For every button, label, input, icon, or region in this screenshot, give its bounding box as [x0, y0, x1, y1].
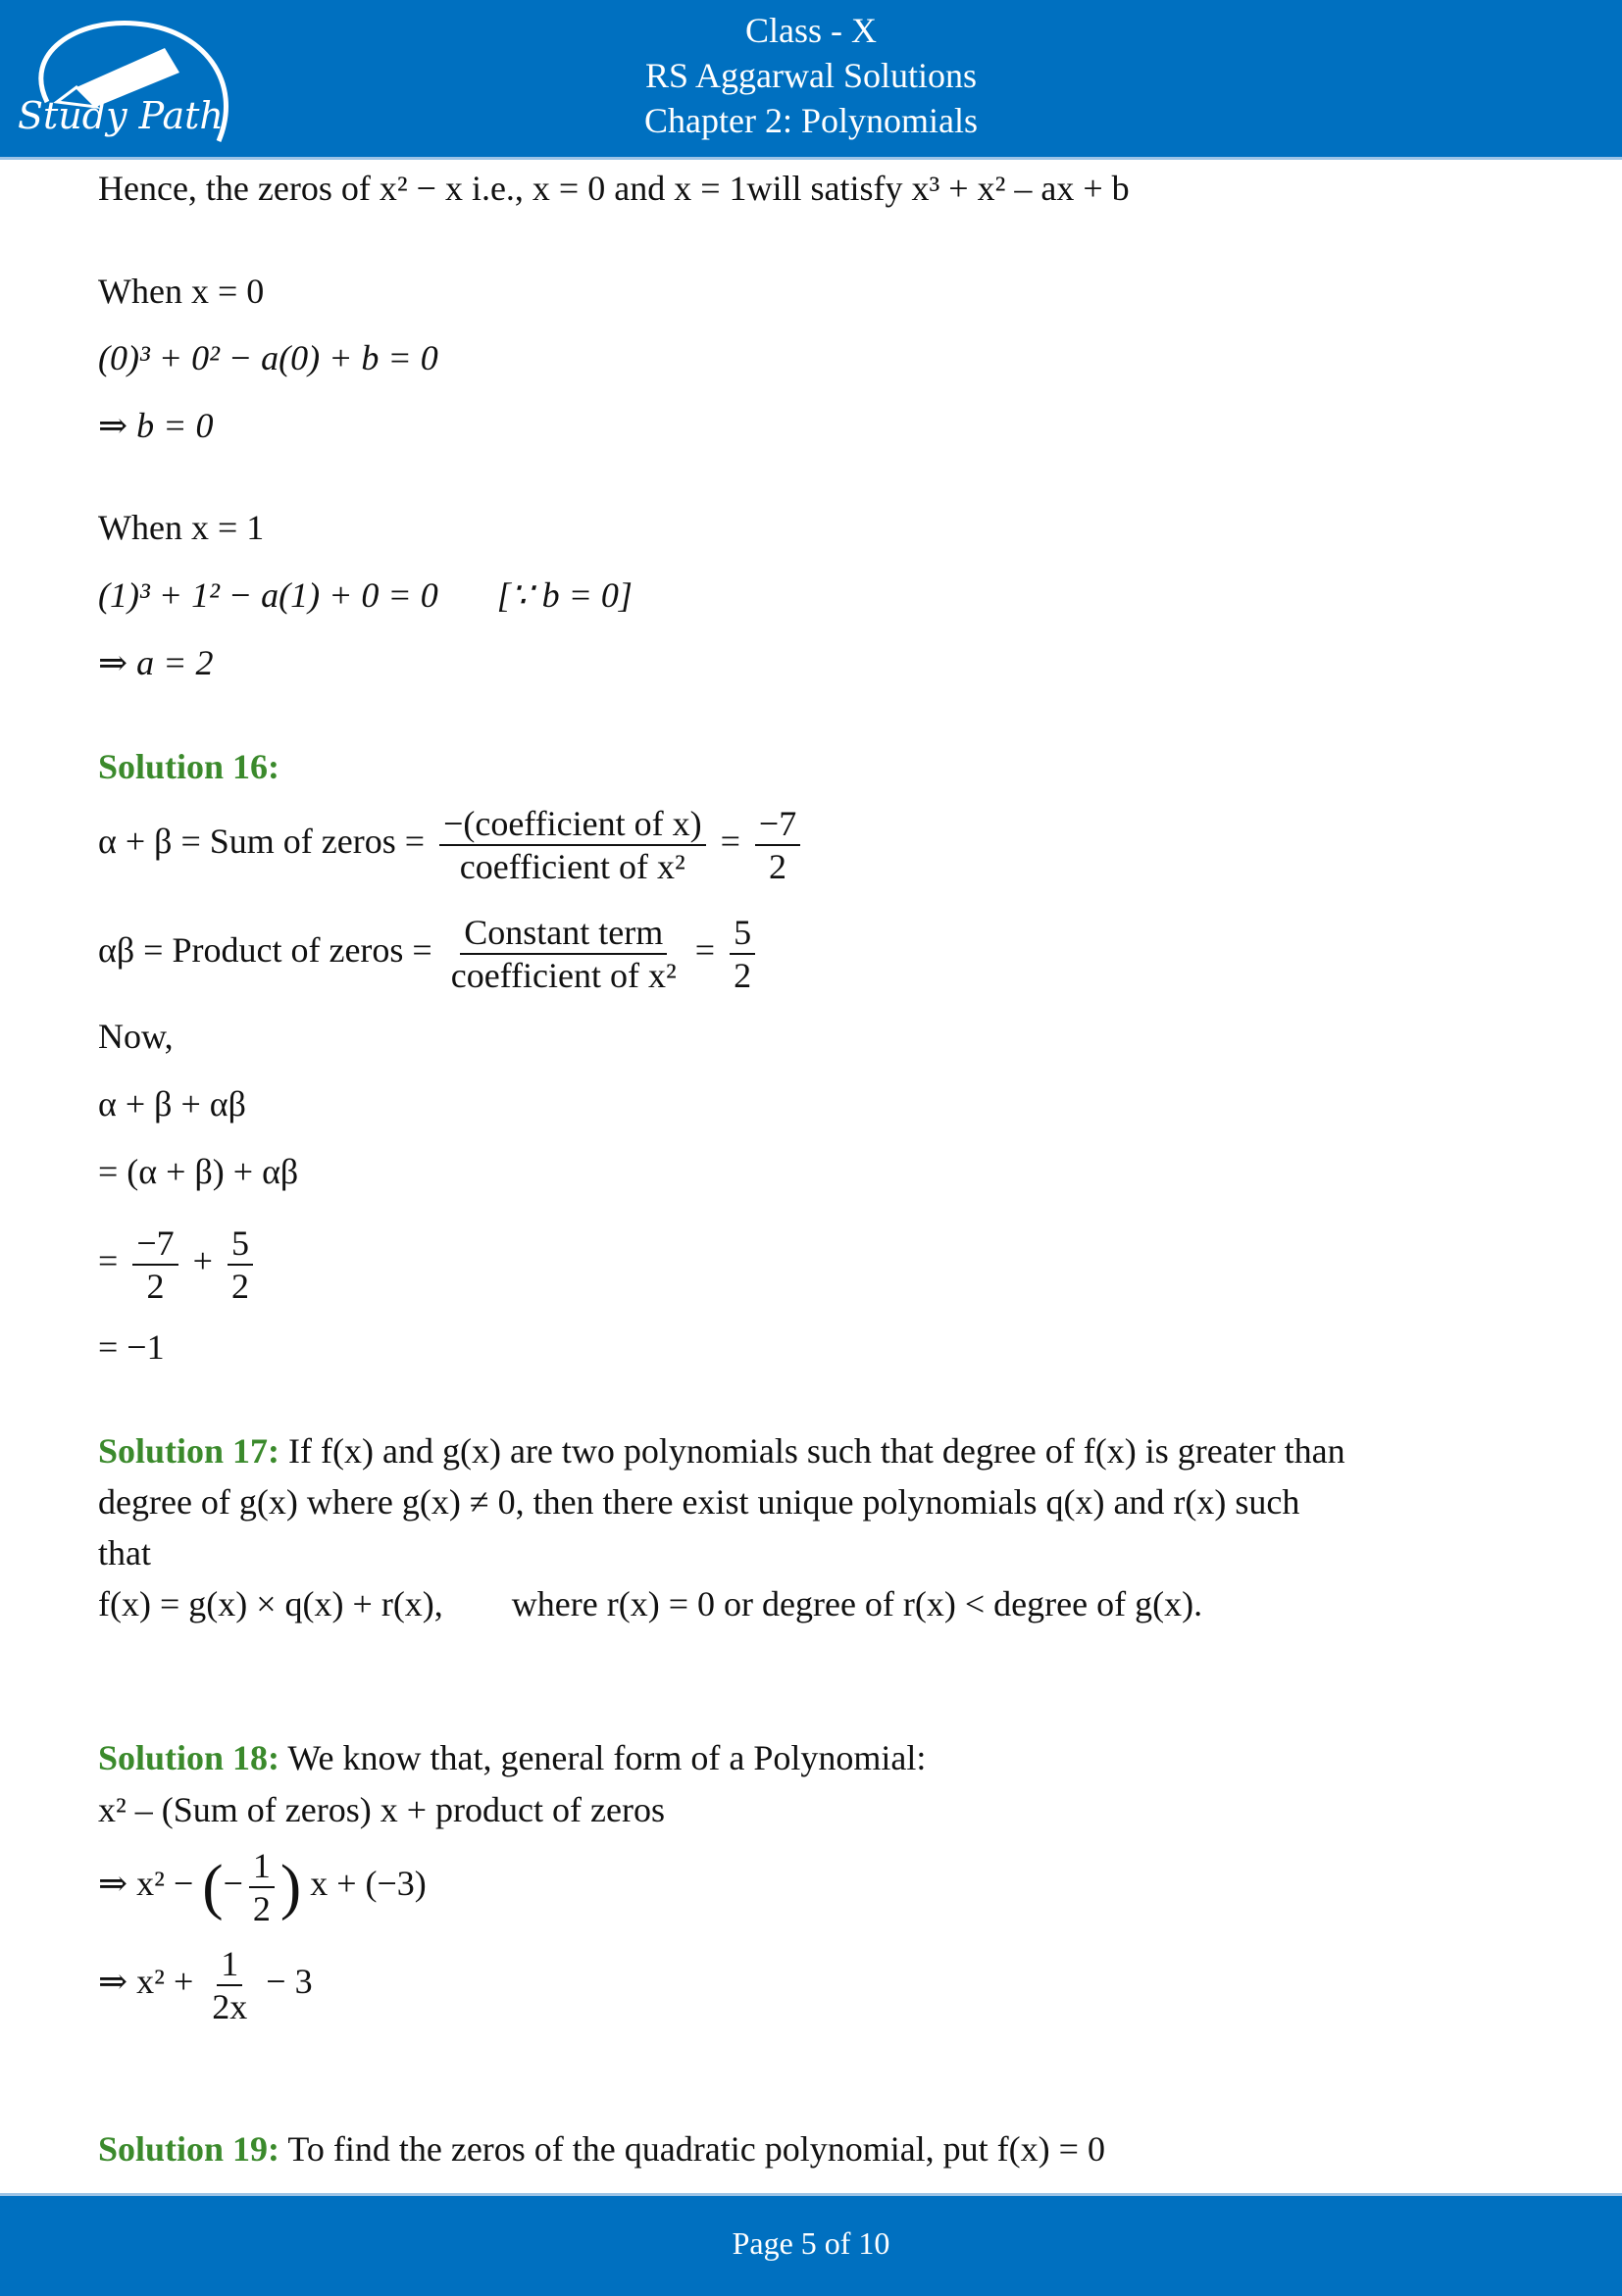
numerator: Constant term — [460, 914, 667, 955]
text-line: When x = 0 — [98, 272, 265, 311]
paren: ) — [279, 1851, 302, 1922]
text-line: When x = 1 — [98, 508, 265, 547]
denominator: coefficient of x² — [459, 846, 685, 886]
text-line: that — [98, 1533, 151, 1572]
sum-lhs: α + β = Sum of zeros = — [98, 822, 426, 861]
fraction — [447, 914, 681, 994]
page-footer — [0, 2193, 1622, 2296]
text: If f(x) and g(x) are two polynomials such that degree of f(x) is greater than — [279, 1431, 1345, 1471]
fraction — [249, 1847, 275, 1927]
class-title: Class - X — [745, 11, 877, 50]
logo-text: Study Path — [18, 94, 224, 137]
denominator: 2 — [252, 1888, 271, 1928]
page-number: Page 5 of 10 — [732, 2225, 890, 2261]
term: ⇒ x² + — [98, 1962, 194, 2001]
term: ⇒ x² − — [98, 1864, 194, 1903]
equals: = — [98, 1241, 119, 1280]
numerator: −7 — [132, 1224, 177, 1266]
solution-18-heading: Solution 18: — [98, 1738, 280, 1777]
denominator: 2x — [212, 1986, 248, 2026]
fraction — [208, 1945, 251, 2025]
fraction — [228, 1224, 253, 1305]
equals: = — [720, 822, 740, 861]
product-lhs: αβ = Product of zeros = — [98, 930, 432, 970]
text: We know that, general form of a Polynomial: — [279, 1738, 927, 1777]
chapter-title: Chapter 2: Polynomials — [644, 101, 978, 140]
fraction — [730, 914, 755, 994]
fraction — [132, 1224, 177, 1305]
equation: = −1 — [98, 1327, 165, 1367]
text-line: Now, — [98, 1017, 174, 1056]
fraction — [439, 805, 706, 885]
equation-main: (1)³ + 1² − a(1) + 0 = 0 — [98, 575, 438, 615]
plus: + — [192, 1241, 213, 1280]
solution-16-heading: Solution 16: — [98, 747, 280, 786]
page-header — [0, 0, 1622, 160]
equation: α + β + αβ — [98, 1084, 246, 1123]
solution-17-line — [98, 1431, 1345, 1471]
text: To find the zeros of the quadratic polynomial, put f(x) = 0 — [279, 2129, 1105, 2169]
numerator: 1 — [217, 1945, 242, 1986]
denominator: 2 — [230, 1266, 249, 1306]
equation — [98, 1936, 313, 2026]
text-line — [98, 1584, 1202, 1623]
denominator: 2 — [734, 955, 752, 995]
term: − 3 — [266, 1962, 313, 2001]
fraction — [755, 805, 800, 885]
numerator: 1 — [249, 1847, 275, 1888]
solution-18-line — [98, 1738, 926, 1777]
numerator: 5 — [730, 914, 755, 955]
equation: ⇒ b = 0 — [98, 406, 214, 445]
paren: ( — [202, 1851, 224, 1922]
numerator: 5 — [228, 1224, 253, 1266]
denominator: 2 — [769, 846, 787, 886]
solution-19-heading: Solution 19: — [98, 2129, 280, 2169]
equation: = (α + β) + αβ — [98, 1152, 299, 1191]
numerator: −7 — [755, 805, 800, 846]
text-line: Hence, the zeros of x² − x i.e., x = 0 and x = 1will satisfy x³ + x² – ax + b — [98, 169, 1130, 208]
denominator: coefficient of x² — [450, 955, 677, 995]
equals: = — [694, 930, 716, 970]
product-of-zeros-equation — [98, 905, 761, 995]
term: x + (−3) — [310, 1864, 427, 1903]
text-line: degree of g(x) where g(x) ≠ 0, then there exist unique polynomials q(x) and r(x) such — [98, 1482, 1300, 1522]
equation: ⇒ a = 2 — [98, 643, 214, 682]
solution-17-heading: Solution 17: — [98, 1431, 280, 1471]
sum-of-zeros-equation — [98, 796, 806, 886]
equation: f(x) = g(x) × q(x) + r(x), — [98, 1584, 443, 1623]
equation: (0)³ + 0² − a(0) + b = 0 — [98, 338, 438, 377]
equation: ⇒ x² − (− $\frac{1}{2}$ ) x + (−3) — [98, 1845, 427, 1928]
equation — [98, 575, 633, 615]
numerator: −(coefficient of x) — [439, 805, 706, 846]
equation-note: [∵ b = 0] — [496, 575, 633, 615]
denominator: 2 — [146, 1266, 165, 1306]
equation — [98, 1216, 259, 1306]
book-title: RS Aggarwal Solutions — [644, 56, 978, 95]
solution-19-line — [98, 2129, 1105, 2169]
text-line: x² – (Sum of zeros) x + product of zeros — [98, 1790, 665, 1829]
condition: where r(x) = 0 or degree of r(x) < degree of g(x). — [511, 1584, 1203, 1623]
